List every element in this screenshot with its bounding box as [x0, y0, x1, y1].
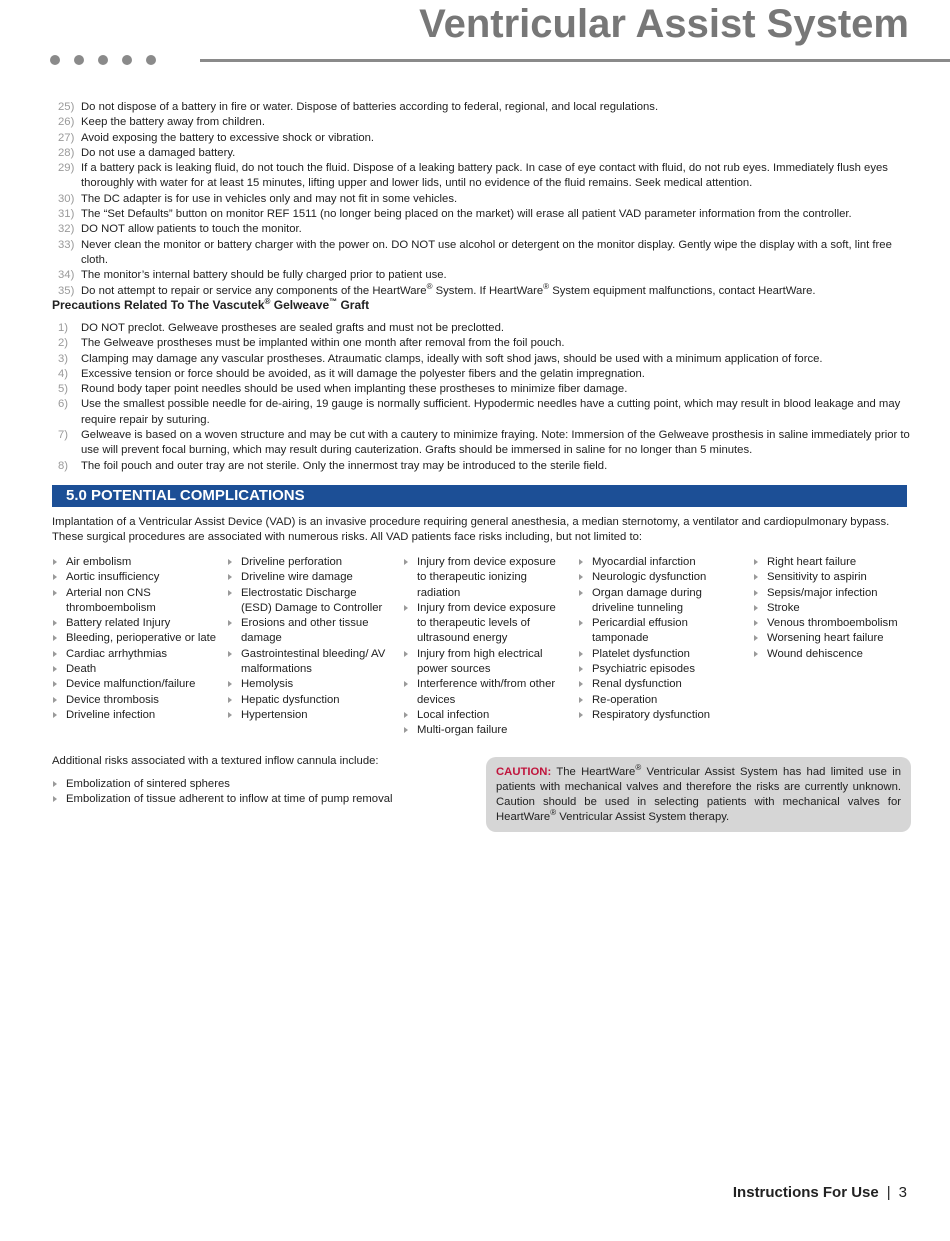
- item-text: [81, 281, 816, 297]
- item-text: Never clean the monitor or battery charger with the power on. DO NOT use alcohol or detergent on the monitor display. Gently wipe the display with a soft, lint free cloth.: [81, 238, 892, 266]
- list-item: Hemolysis: [227, 677, 387, 692]
- item-number: 31): [58, 208, 75, 221]
- list-item: [50, 146, 910, 161]
- item-text: The foil pouch and outer tray are not sterile. Only the innermost tray may be introduced to the sterile field.: [81, 459, 608, 472]
- list-item: Venous thromboembolism: [753, 616, 913, 631]
- list-item: [50, 192, 910, 207]
- item-text: The Gelweave prostheses must be implanted within one month after removal from the foil pouch.: [81, 337, 565, 350]
- list-item: Bleeding, perioperative or late: [52, 631, 217, 646]
- text-run: Ventricular Assist System therapy.: [556, 811, 730, 823]
- caution-label: CAUTION:: [496, 766, 552, 778]
- item-text: The monitor’s internal battery should be fully charged prior to patient use.: [81, 269, 447, 282]
- item-text: DO NOT preclot. Gelweave prostheses are sealed grafts and must not be preclotted.: [81, 322, 505, 334]
- list-item: Death: [52, 662, 217, 677]
- item-number: 30): [58, 192, 75, 205]
- list-item: Re-operation: [578, 693, 740, 708]
- item-number: 3): [58, 352, 69, 365]
- precautions-heading: [52, 298, 369, 312]
- list-item: Cardiac arrhythmias: [52, 647, 217, 662]
- item-number: 32): [58, 223, 75, 236]
- list-item: Hepatic dysfunction: [227, 693, 387, 708]
- item-number: 27): [58, 131, 75, 144]
- item-number: 6): [58, 398, 69, 411]
- page-footer: [733, 1184, 907, 1201]
- list-item: [50, 367, 910, 382]
- list-item: Neurologic dysfunction: [578, 570, 740, 585]
- item-number: 33): [58, 238, 75, 251]
- list-item: Embolization of sintered spheres: [52, 777, 472, 792]
- item-text: The DC adapter is for use in vehicles only and may not fit in some vehicles.: [81, 192, 458, 205]
- item-number: 5): [58, 383, 69, 396]
- list-item: Air embolism: [52, 555, 217, 570]
- list-item: [50, 222, 910, 237]
- item-text: Do not use a damaged battery.: [81, 146, 236, 159]
- text-run: Do not attempt to repair or service any components of the HeartWare: [81, 284, 427, 297]
- item-text: Avoid exposing the battery to excessive shock or vibration.: [81, 131, 375, 144]
- list-item: [50, 382, 910, 397]
- list-item: Hypertension: [227, 708, 387, 723]
- item-text: Use the smallest possible needle for de-airing, 19 gauge is normally sufficient. Hypodermic needles have a cutting point, which may result in blood leakage and may require repair by suturing.: [81, 398, 901, 426]
- rule-dot: [98, 55, 108, 65]
- item-text: Do not dispose of a battery in fire or water. Dispose of batteries according to federal, regional, and local regulations.: [81, 101, 659, 113]
- list-item: Sensitivity to aspirin: [753, 570, 913, 585]
- list-item: [50, 115, 910, 130]
- text-run: System equipment malfunctions, contact HeartWare.: [549, 284, 816, 297]
- registered-mark: ®: [264, 297, 271, 306]
- registered-mark: ®: [426, 281, 433, 291]
- rule-dot: [122, 55, 132, 65]
- list-item: Local infection: [403, 708, 565, 723]
- item-text: Clamping may damage any vascular prostheses. Atraumatic clamps, ideally with soft shod jaws, should be used with a minimum application of force.: [81, 352, 823, 365]
- list-item: Arterial non CNS thromboembolism: [52, 586, 217, 617]
- item-text: Gelweave is based on a woven structure and may be cut with a cautery to minimize fraying. Note: Immersion of the Gelweave prosthesis in saline immediately prior to use will prevent focal burning, which may result during cauterization. Grafts should be immersed in saline for no longer than 5 minutes.: [81, 429, 910, 457]
- footer-label: Instructions For Use: [732, 1184, 879, 1201]
- page-title: Ventricular Assist System: [419, 2, 909, 46]
- list-item: [50, 238, 910, 269]
- list-item: Gastrointestinal bleeding/ AV malformations: [227, 647, 387, 678]
- list-item: Erosions and other tissue damage: [227, 616, 387, 647]
- item-text: The “Set Defaults” button on monitor REF 1511 (no longer being placed on the market) will erase all patient VAD parameter information from the controller.: [81, 208, 852, 221]
- complications-column-2: [227, 555, 387, 723]
- item-number: 4): [58, 367, 69, 380]
- list-item: Embolization of tissue adherent to inflow at time of pump removal: [52, 792, 472, 807]
- item-number: 7): [58, 429, 69, 442]
- item-number: 29): [58, 162, 75, 175]
- list-item: Worsening heart failure: [753, 631, 913, 646]
- list-item: Myocardial infarction: [578, 555, 740, 570]
- caution-box: [486, 757, 911, 832]
- additional-risks-label: Additional risks associated with a textured inflow cannula include:: [52, 755, 379, 767]
- list-item: [50, 321, 910, 336]
- list-item: [50, 268, 910, 283]
- list-item: Driveline wire damage: [227, 570, 387, 585]
- list-item: Device thrombosis: [52, 693, 217, 708]
- text-run: System. If HeartWare: [432, 284, 544, 297]
- list-item: Sepsis/major infection: [753, 586, 913, 601]
- item-number: 8): [58, 459, 69, 472]
- text-run: The HeartWare: [551, 766, 636, 778]
- text-run: Ventricular Assist System has had limited use in patients with mechanical valves and therefore the risks are currently unknown. Caution should be used in selecting patients with mechanical valves for HeartWare: [496, 766, 901, 823]
- text-run: Precautions Related To The Vascutek: [52, 298, 265, 312]
- list-item: [50, 161, 910, 192]
- list-item: Pericardial effusion tamponade: [578, 616, 740, 647]
- header-rule: [50, 55, 930, 67]
- item-text: If a battery pack is leaking fluid, do not touch the fluid. Dispose of a leaking battery pack. In case of eye contact with fluid, do not rub eyes. Immediately flush eyes thoroughly with water for at least 15 minutes, lifting upper and lower lids, until no evidence of the fluid remains. Seek medical attention.: [81, 162, 888, 190]
- rule-dot: [50, 55, 60, 65]
- list-item: [50, 131, 910, 146]
- list-item: [50, 459, 910, 474]
- list-item: Renal dysfunction: [578, 677, 740, 692]
- list-item: [50, 352, 910, 367]
- list-item: Right heart failure: [753, 555, 913, 570]
- rule-line: [200, 59, 950, 62]
- item-text: Round body taper point needles should be used when implanting these prostheses to minimize fiber damage.: [81, 383, 628, 396]
- list-item: [50, 428, 910, 459]
- complications-column-5: [753, 555, 913, 662]
- list-item: Injury from device exposure to therapeutic ionizing radiation: [403, 555, 565, 601]
- item-text: DO NOT allow patients to touch the monitor.: [81, 223, 302, 236]
- list-item: [50, 100, 910, 115]
- battery-warnings-list: [50, 100, 910, 299]
- list-item: Device malfunction/failure: [52, 677, 217, 692]
- list-item: [50, 397, 910, 428]
- rule-dot: [74, 55, 84, 65]
- list-item: Organ damage during driveline tunneling: [578, 586, 740, 617]
- list-item: Aortic insufficiency: [52, 570, 217, 585]
- complications-intro: Implantation of a Ventricular Assist Device (VAD) is an invasive procedure requiring general anesthesia, a median sternotomy, a ventilator and cardiopulmonary bypass. These surgical procedures are associated with numerous risks. All VAD patients face risks including, but not limited to:: [52, 516, 890, 543]
- list-item: [50, 207, 910, 222]
- additional-risks-list: [52, 777, 472, 808]
- precautions-list: [50, 321, 910, 474]
- list-item: Battery related Injury: [52, 616, 217, 631]
- list-item: Multi-organ failure: [403, 723, 565, 738]
- item-number: 26): [58, 116, 75, 129]
- item-number: 28): [58, 146, 75, 159]
- complications-column-4: [578, 555, 740, 723]
- item-text: Excessive tension or force should be avoided, as it will damage the polyester fibers and the gelatin impregnation.: [81, 367, 645, 380]
- list-item: Interference with/from other devices: [403, 677, 565, 708]
- complications-column-1: [52, 555, 217, 723]
- registered-mark: ®: [635, 763, 642, 773]
- trademark-mark: ™: [329, 297, 338, 306]
- registered-mark: ®: [550, 808, 557, 818]
- footer-separator: |: [886, 1184, 891, 1201]
- list-item: Stroke: [753, 601, 913, 616]
- list-item: Platelet dysfunction: [578, 647, 740, 662]
- rule-dot: [146, 55, 156, 65]
- item-number: 34): [58, 269, 75, 282]
- list-item: [50, 336, 910, 351]
- item-number: 2): [58, 337, 69, 350]
- item-text: Keep the battery away from children.: [81, 116, 265, 129]
- list-item: Psychiatric episodes: [578, 662, 740, 677]
- item-number: 1): [58, 322, 69, 334]
- text-run: Graft: [337, 298, 370, 312]
- page-number: 3: [898, 1184, 907, 1201]
- item-number: 25): [58, 101, 75, 113]
- complications-column-3: [403, 555, 565, 739]
- list-item: Electrostatic Discharge (ESD) Damage to Controller: [227, 586, 387, 617]
- list-item: Wound dehiscence: [753, 647, 913, 662]
- list-item: Injury from device exposure to therapeutic levels of ultrasound energy: [403, 601, 565, 647]
- list-item: [50, 281, 910, 299]
- section-heading-complications: 5.0 POTENTIAL COMPLICATIONS: [52, 485, 907, 507]
- list-item: Respiratory dysfunction: [578, 708, 740, 723]
- registered-mark: ®: [543, 281, 550, 291]
- list-item: Driveline infection: [52, 708, 217, 723]
- list-item: Injury from high electrical power sources: [403, 647, 565, 678]
- item-number: 35): [58, 284, 75, 297]
- text-run: Gelweave: [270, 298, 330, 312]
- list-item: Driveline perforation: [227, 555, 387, 570]
